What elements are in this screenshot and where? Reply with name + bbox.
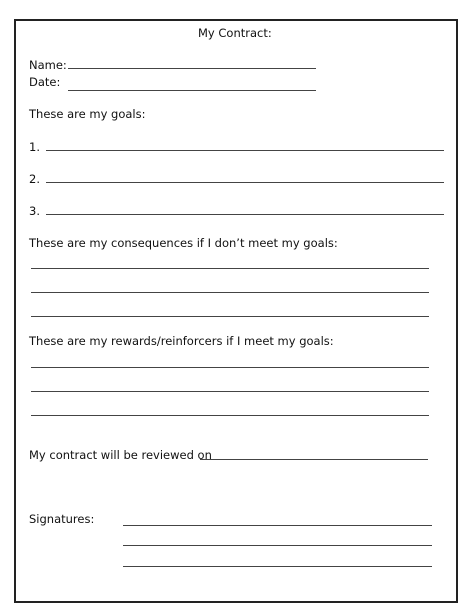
date-label: Date: <box>29 75 61 89</box>
consequences-line-1[interactable] <box>31 268 429 269</box>
goal-number-3: 3. <box>29 204 40 218</box>
goal-line-1[interactable] <box>46 150 444 151</box>
review-date-line[interactable] <box>200 459 428 460</box>
rewards-line-3[interactable] <box>31 415 429 416</box>
goal-number-2: 2. <box>29 172 40 186</box>
goal-line-2[interactable] <box>46 182 444 183</box>
signatures-label: Signatures: <box>29 512 95 526</box>
review-label: My contract will be reviewed on <box>29 448 212 462</box>
page-title: My Contract: <box>198 26 272 40</box>
goal-line-3[interactable] <box>46 214 444 215</box>
signature-line-2[interactable] <box>123 545 432 546</box>
signature-line-1[interactable] <box>123 525 432 526</box>
rewards-heading: These are my rewards/reinforcers if I meet my goals: <box>29 334 334 348</box>
signature-line-3[interactable] <box>123 566 432 567</box>
rewards-line-2[interactable] <box>31 391 429 392</box>
consequences-line-3[interactable] <box>31 316 429 317</box>
goal-number-1: 1. <box>29 140 40 154</box>
rewards-line-1[interactable] <box>31 367 429 368</box>
consequences-heading: These are my consequences if I don’t meet my goals: <box>29 236 338 250</box>
goals-heading: These are my goals: <box>29 107 146 121</box>
consequences-line-2[interactable] <box>31 292 429 293</box>
date-line[interactable] <box>68 90 316 91</box>
name-label: Name: <box>29 58 67 72</box>
name-line[interactable] <box>68 68 316 69</box>
